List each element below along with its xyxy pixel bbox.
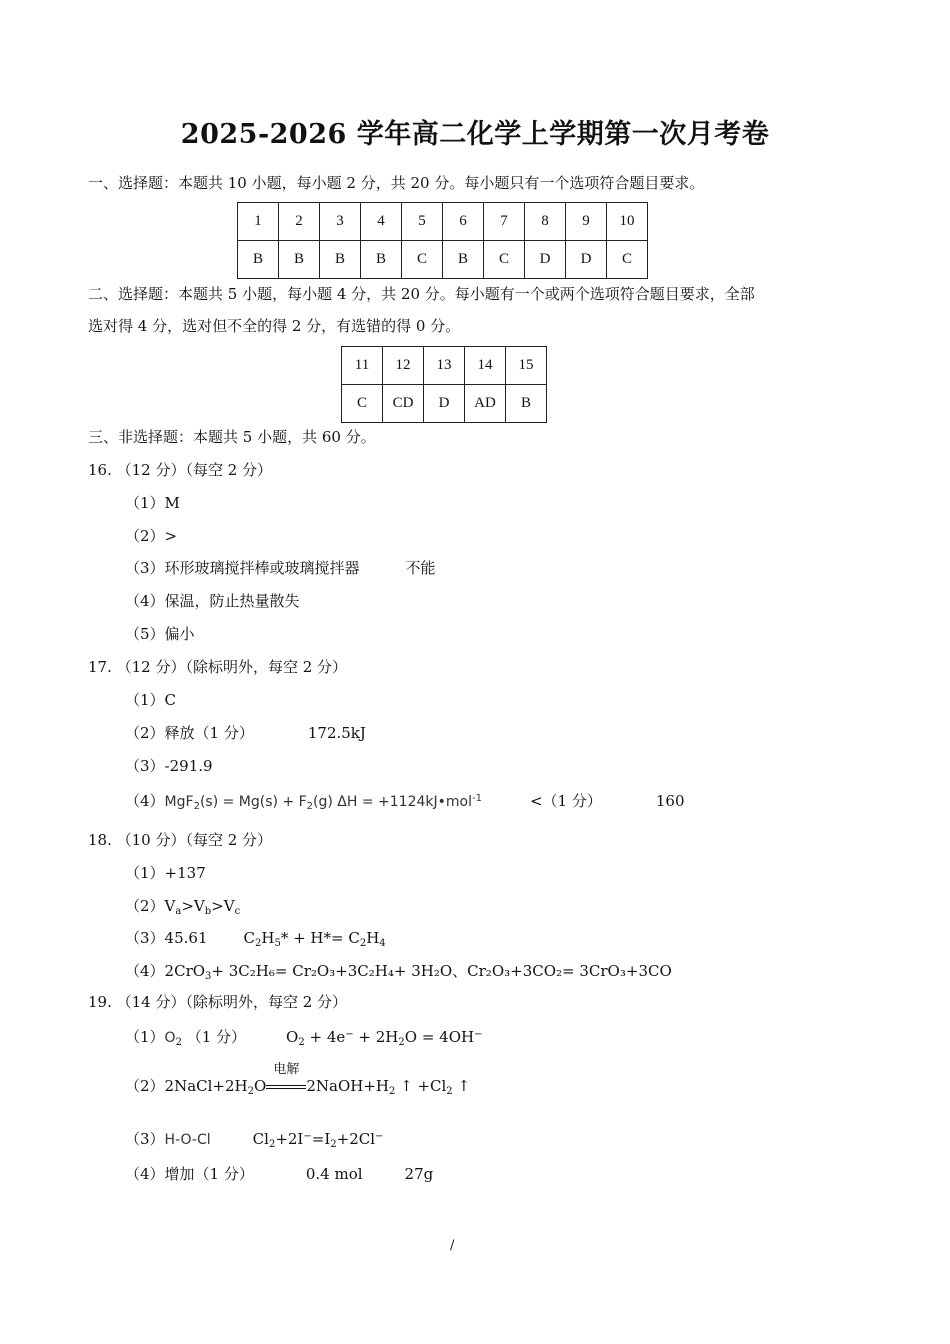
q-number: 8 [525, 203, 566, 241]
q-answer: C [484, 241, 525, 279]
q-number: 2 [279, 203, 320, 241]
q16-answer-3 [125, 558, 436, 578]
q-answer: B [320, 241, 361, 279]
q17-answer-1: （1）C [125, 691, 177, 709]
section1-heading: 一、选择题：本题共 10 小题，每小题 2 分，共 20 分。每小题只有一个选项符合题目要求。 [88, 174, 705, 192]
section2-answer-table [341, 346, 547, 423]
section2-answer-row [342, 385, 547, 423]
section1-answer-row [238, 241, 648, 279]
section1-answer-table [237, 202, 648, 279]
q16-answer-1: （1）M [125, 494, 180, 512]
q-answer: CD [383, 385, 424, 423]
q-number: 12 [383, 347, 424, 385]
q18-answer-1: （1）+137 [125, 864, 206, 882]
q-number: 1 [238, 203, 279, 241]
q-answer: B [361, 241, 402, 279]
q18-answer-4: （4）2CrO$_3$+ 3C₂H₆= Cr₂O₃+3C₂H₄+ 3H₂O、Cr₂O₃+3CO₂= 3CrO₃+3CO [125, 962, 672, 982]
q17-thermo-equation: $MgF_2(s) = Mg(s) + F_2(g) \Delta H$ = +1124kJ•mol$^{-1}$ [164, 793, 482, 812]
q-answer: D [424, 385, 465, 423]
q16-answer-5: （5）偏小 [125, 625, 195, 643]
q17-answer-4-label: （4） [125, 792, 165, 810]
q-answer: C [402, 241, 443, 279]
q-number: 3 [320, 203, 361, 241]
q-number: 15 [506, 347, 547, 385]
q18-header: 18. （10 分）（每空 2 分） [88, 831, 273, 849]
q-answer: B [238, 241, 279, 279]
q17-answer-2 [125, 723, 366, 743]
q19-answer-3: （3）H-O-Cl $Cl_2+2I^-=I_2+2Cl^-$ [125, 1130, 384, 1150]
q19-answer-1: $(1)O_2$ （1 分） $O_2 + 4e^- + 2H_2O = 4OH^-$ [125, 1028, 483, 1048]
page-footer: / [450, 1238, 455, 1253]
q-answer: B [506, 385, 547, 423]
q-number: 4 [361, 203, 402, 241]
q-answer: B [279, 241, 320, 279]
q19-header: 19. （14 分）（除标明外，每空 2 分） [88, 993, 348, 1011]
q-number: 5 [402, 203, 443, 241]
q-answer: AD [465, 385, 506, 423]
q16-answer-4: （4）保温，防止热量散失 [125, 592, 300, 610]
q16-answer-2: （2）> [125, 527, 178, 545]
q-number: 10 [607, 203, 648, 241]
q18-answer-2: $(2)V_a>V_b>V_c$ [125, 897, 241, 917]
q19-answer-2: $(2)2NaCl+2H_2O$ 电解 $2NaOH+H_2$ ↑ $+Cl_2$ ↑ [125, 1062, 471, 1097]
q17-header: 17. （12 分）（除标明外，每空 2 分） [88, 658, 348, 676]
section2-number-row [342, 347, 547, 385]
q17-answer-4b: <（1 分） [529, 792, 602, 810]
hocl-structure: H-O-Cl [164, 1132, 211, 1148]
section3-heading: 三、非选择题：本题共 5 小题，共 60 分。 [88, 428, 376, 446]
q18-answer-4-equations: + 3C₂H₆= Cr₂O₃+3C₂H₄+ 3H₂O、Cr₂O₃+3CO₂= 3CrO₃+3CO [211, 962, 672, 980]
q-number: 9 [566, 203, 607, 241]
section2-heading-line2: 选对得 4 分，选对但不全的得 2 分，有选错的得 0 分。 [88, 317, 461, 335]
q17-answer-2a: （2）释放（1 分） [125, 724, 254, 742]
q17-answer-3: （3）-291.9 [125, 757, 213, 775]
q-number: 6 [443, 203, 484, 241]
q16-header: 16. （12 分）（每空 2 分） [88, 461, 273, 479]
q-number: 14 [465, 347, 506, 385]
q-answer: D [566, 241, 607, 279]
q17-answer-2b: 172.5kJ [307, 724, 366, 742]
q-answer: C [342, 385, 383, 423]
page-title: 2025-2026 学年高二化学上学期第一次月考卷 [180, 119, 770, 150]
q-answer: C [607, 241, 648, 279]
q16-answer-3a: （3）环形玻璃搅拌棒或玻璃搅拌器 [125, 559, 360, 577]
q-answer: D [525, 241, 566, 279]
q17-answer-4 [125, 791, 685, 812]
q-number: 7 [484, 203, 525, 241]
q16-answer-3b: 不能 [405, 559, 436, 577]
q19-answer-4: （4）增加（1 分） 0.4 mol 27g [125, 1165, 434, 1183]
q-number: 11 [342, 347, 383, 385]
q-answer: B [443, 241, 484, 279]
q17-answer-4c: 160 [655, 792, 685, 810]
electrolysis-arrow: 电解 [266, 1076, 306, 1096]
q18-answer-3: （3）45.61 $C_2H_5* + H*= C_2H_4$ [125, 929, 386, 949]
section1-number-row [238, 203, 648, 241]
section2-heading-line1: 二、选择题：本题共 5 小题，每小题 4 分，共 20 分。每小题有一个或两个选项符合题目要求，全部 [88, 285, 755, 303]
q-number: 13 [424, 347, 465, 385]
